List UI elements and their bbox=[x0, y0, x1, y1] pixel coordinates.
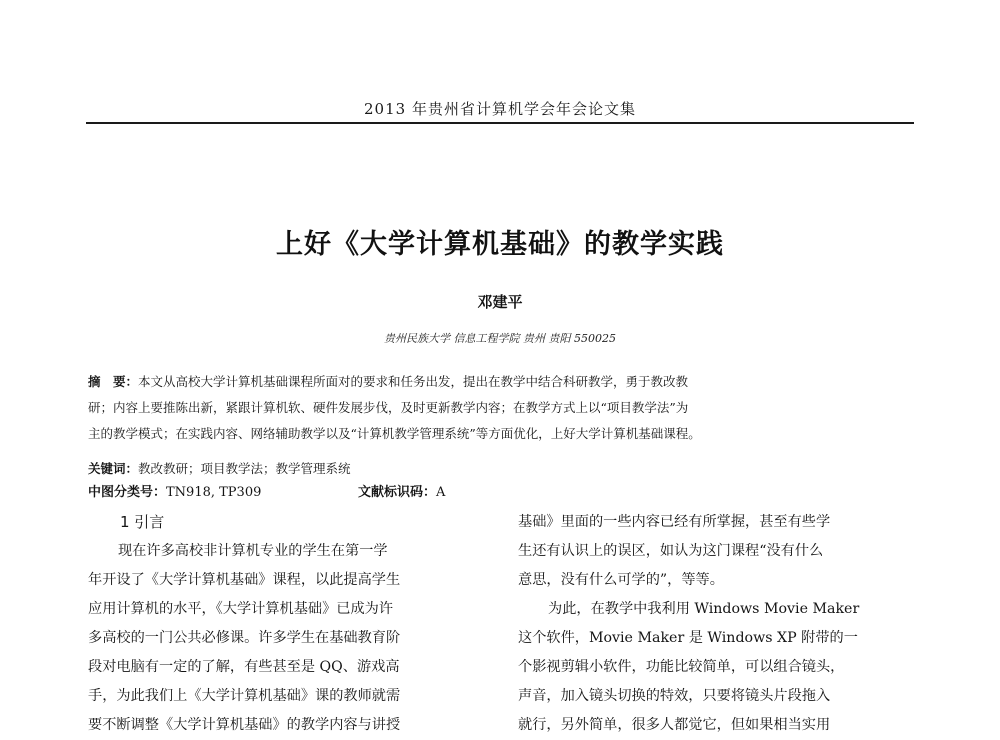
paper-title: 上好《大学计算机基础》的教学实践 bbox=[276, 229, 724, 260]
doc-code-label: 文献标识码： bbox=[358, 485, 437, 500]
body-line: 就行，另外简单，很多人都觉它，但如果相当实用 bbox=[518, 717, 831, 733]
body-column-right bbox=[518, 508, 916, 740]
body-line: 这个软件，Movie Maker 是 Windows XP 附带的一 bbox=[518, 630, 858, 646]
body-line: 声音，加入镜头切换的特效，只要将镜头片段拖入 bbox=[518, 688, 831, 704]
document-code bbox=[358, 482, 445, 504]
body-line: 基础》里面的一些内容已经有所掌握，甚至有些学 bbox=[518, 514, 831, 530]
abstract-line: 主的教学模式；在实践内容、网络辅助教学以及“计算机教学管理系统”等方面优化，上好大学计算机基础课程。 bbox=[88, 426, 701, 441]
clc-value: TN918, TP309 bbox=[166, 485, 262, 500]
body-line: 为此，在教学中我利用 Windows Movie Maker bbox=[548, 601, 860, 617]
body-line: 手，为此我们上《大学计算机基础》课的教师就需 bbox=[88, 688, 401, 704]
abstract-line bbox=[88, 369, 914, 395]
doc-code-value: A bbox=[436, 485, 446, 500]
abstract bbox=[88, 369, 914, 447]
body-line: 年开设了《大学计算机基础》课程，以此提高学生 bbox=[88, 572, 401, 588]
body-line: 多高校的一门公共必修课。许多学生在基础教育阶 bbox=[88, 630, 401, 646]
author-name: 邓建平 bbox=[477, 293, 523, 311]
keywords-text: 教改教研；项目教学法；教学管理系统 bbox=[138, 461, 351, 476]
clc-label: 中图分类号： bbox=[88, 485, 167, 500]
body-line: 应用计算机的水平，《大学计算机基础》已成为许 bbox=[88, 601, 394, 617]
section-heading: 1 引言 bbox=[120, 513, 165, 531]
header-rule bbox=[86, 122, 914, 124]
abstract-label: 摘 要： bbox=[88, 374, 139, 389]
author-affiliation: 贵州民族大学 信息工程学院 贵州 贵阳 550025 bbox=[384, 332, 616, 345]
body-column-left bbox=[88, 508, 486, 740]
body-line: 段对电脑有一定的了解，有些甚至是 QQ、游戏高 bbox=[88, 659, 400, 675]
body-line: 个影视剪辑小软件，功能比较简单，可以组合镜头， bbox=[518, 659, 845, 675]
body-line: 意思，没有什么可学的”，等等。 bbox=[518, 572, 724, 588]
running-header: 2013 年贵州省计算机学会年会论文集 bbox=[364, 100, 636, 118]
keywords bbox=[88, 458, 914, 480]
abstract-line: 研；内容上要推陈出新，紧跟计算机软、硬件发展步伐，及时更新教学内容；在教学方式上以“项目教学法”为 bbox=[88, 400, 689, 415]
classification-line bbox=[88, 482, 508, 504]
body-line: 生还有认识上的误区，如认为这门课程“没有什么 bbox=[518, 543, 824, 559]
abstract-text: 本文从高校大学计算机基础课程所面对的要求和任务出发，提出在教学中结合科研教学，勇于教改教 bbox=[138, 374, 689, 389]
keywords-label: 关键词： bbox=[88, 461, 139, 476]
body-line: 要不断调整《大学计算机基础》的教学内容与讲授 bbox=[88, 717, 401, 733]
body-line: 现在许多高校非计算机专业的学生在第一学 bbox=[118, 543, 388, 559]
